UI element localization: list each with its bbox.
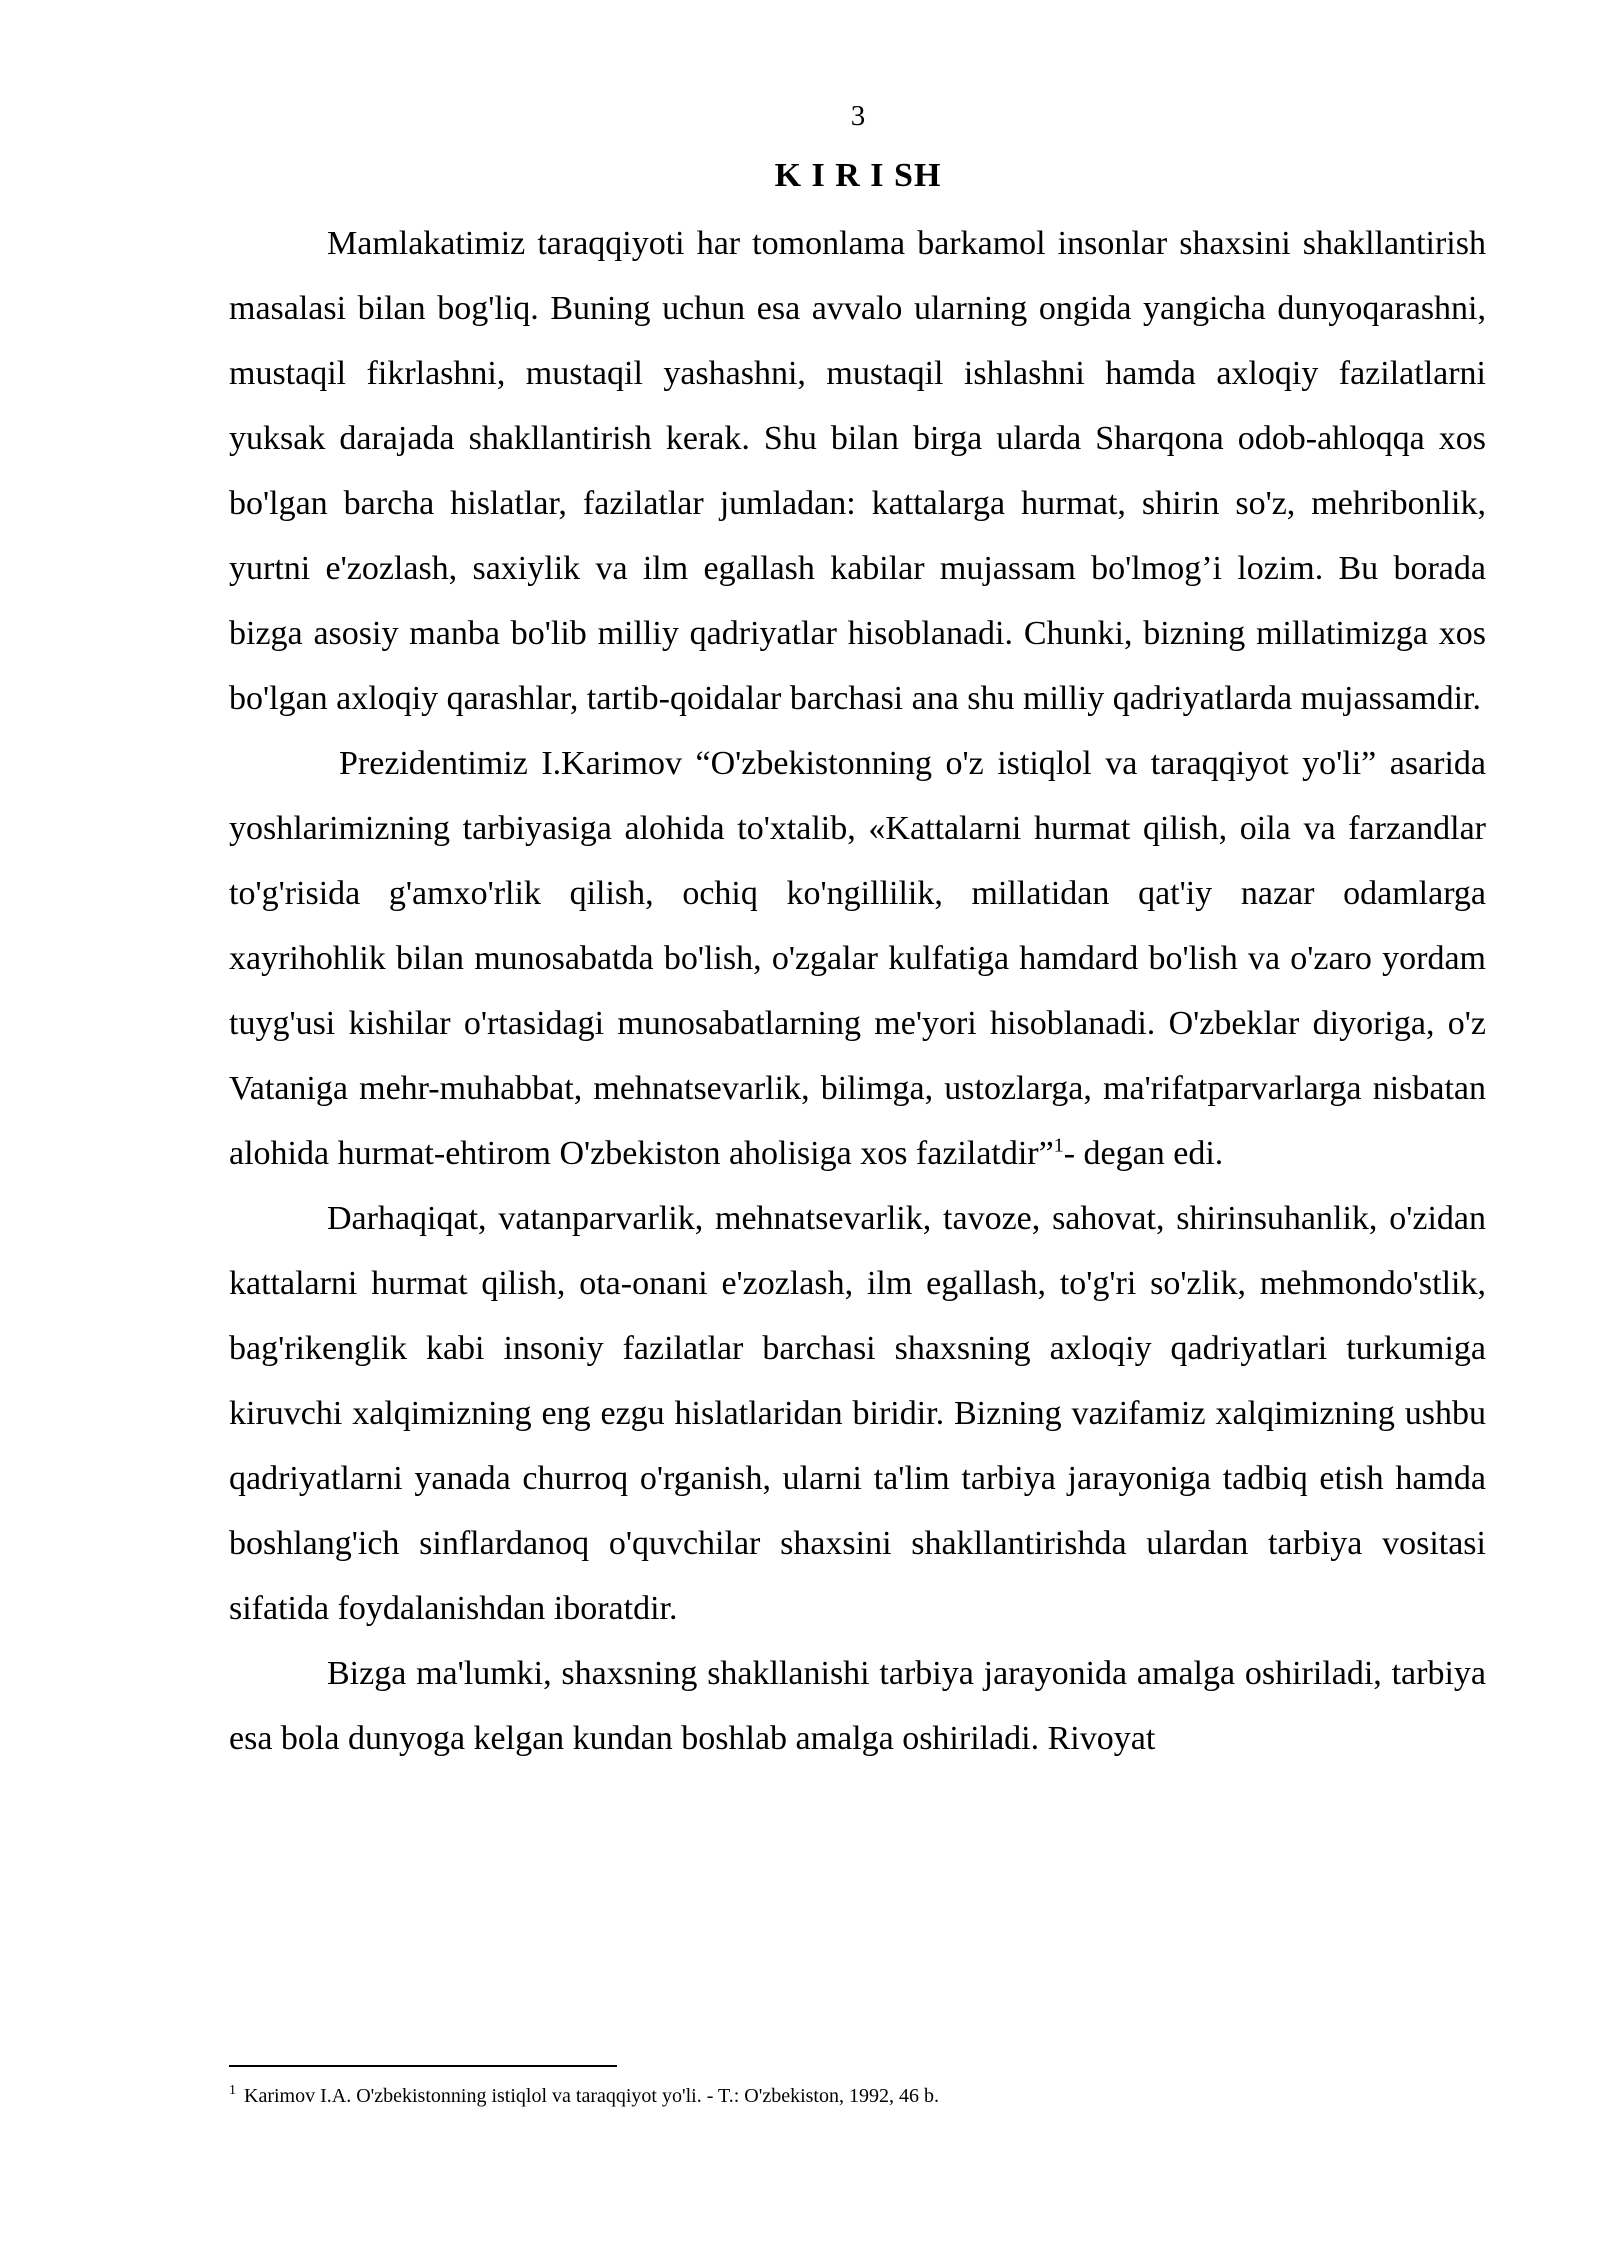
footnote-text: Karimov I.A. O'zbekistonning istiqlol va taraqqiyot yo'li. - T.: O'zbekiston, 1992, 46 b. bbox=[244, 2085, 939, 2107]
paragraph-3: Darhaqiqat, vatanparvarlik, mehnatsevarlik, tavoze, sahovat, shirinsuhanlik, o'zidan kattalarni hurmat qilish, ota-onani e'zozlash, ilm egallash, to'g'ri so'zlik, mehmondo'stlik, bag'rikenglik kabi insoniy fazilatlar barchasi shaxsning axloqiy qadriyatlari turkumiga kiruvchi xalqimizning eng ezgu hislatlaridan biridir. Bizning vazifamiz xalqimizning ushbu qadriyatlarni yanada churroq o'rganish, ularni ta'lim tarbiya jarayoniga tadbiq etish hamda boshlang'ich sinflardanoq o'quvchilar shaxsini shakllantirishda ulardan tarbiya vositasi sifatida foydalanishdan iboratdir. bbox=[229, 1200, 1486, 1627]
footnote-reference[interactable]: 1 bbox=[1053, 1134, 1064, 1157]
footnote-marker: 1 bbox=[229, 2083, 236, 2099]
footnote bbox=[229, 2080, 1486, 2112]
paragraph-4: Bizga ma'lumki, shaxsning shakllanishi tarbiya jarayonida amalga oshiriladi, tarbiya esa bola dunyoga kelgan kundan boshlab amalga oshiriladi. Rivoyat bbox=[229, 1655, 1486, 1757]
paragraph-2 bbox=[229, 731, 1486, 1186]
section-heading: K I R I SH bbox=[774, 157, 942, 194]
paragraph-2-ending: - degan edi. bbox=[1063, 1135, 1224, 1172]
page-number: 3 bbox=[850, 100, 866, 132]
body-text bbox=[229, 211, 1486, 1771]
paragraph-2-quote: Prezidentimiz I.Karimov “O'zbekistonning o'z istiqlol va taraqqiyot yo'li” asarida yoshlarimizning tarbiyasiga alohida to'xtalib, «Kattalarni hurmat qilish, oila va farzandlar to'g'risida g'amxo'rlik qilish, ochiq ko'ngillilik, millatidan qat'iy nazar odamlarga xayrihohlik bilan munosabatda bo'lish, o'zgalar kulfatiga hamdard bo'lish va o'zaro yordam tuyg'usi kishilar o'rtasidagi munosabatlarning me'yori hisoblanadi. O'zbeklar diyoriga, o'z Vataniga mehr-muhabbat, mehnatsevarlik, bilimga, ustozlarga, ma'rifatparvarlarga nisbatan alohida hurmat-ehtirom O'zbekiston aholisiga xos fazilatdir” bbox=[229, 745, 1486, 1172]
paragraph-1: Mamlakatimiz taraqqiyoti har tomonlama barkamol insonlar shaxsini shakllantirish masalasi bilan bog'liq. Buning uchun esa avvalo ularning ongida yangicha dunyoqarashni, mustaqil fikrlashni, mustaqil yashashni, mustaqil ishlashni hamda axloqiy fazilatlarni yuksak darajada shakllantirish kerak. Shu bilan birga ularda Sharqona odob-ahloqqa xos bo'lgan barcha hislatlar, fazilatlar jumladan: kattalarga hurmat, shirin so'z, mehribonlik, yurtni e'zozlash, saxiylik va ilm egallash kabilar mujassam bo'lmog’i lozim. Bu borada bizga asosiy manba bo'lib milliy qadriyatlar hisoblanadi. Chunki, bizning millatimizga xos bo'lgan axloqiy qarashlar, tartib-qoidalar barchasi ana shu milliy qadriyatlarda mujassamdir. bbox=[229, 225, 1486, 717]
footnote-separator bbox=[229, 2065, 617, 2067]
